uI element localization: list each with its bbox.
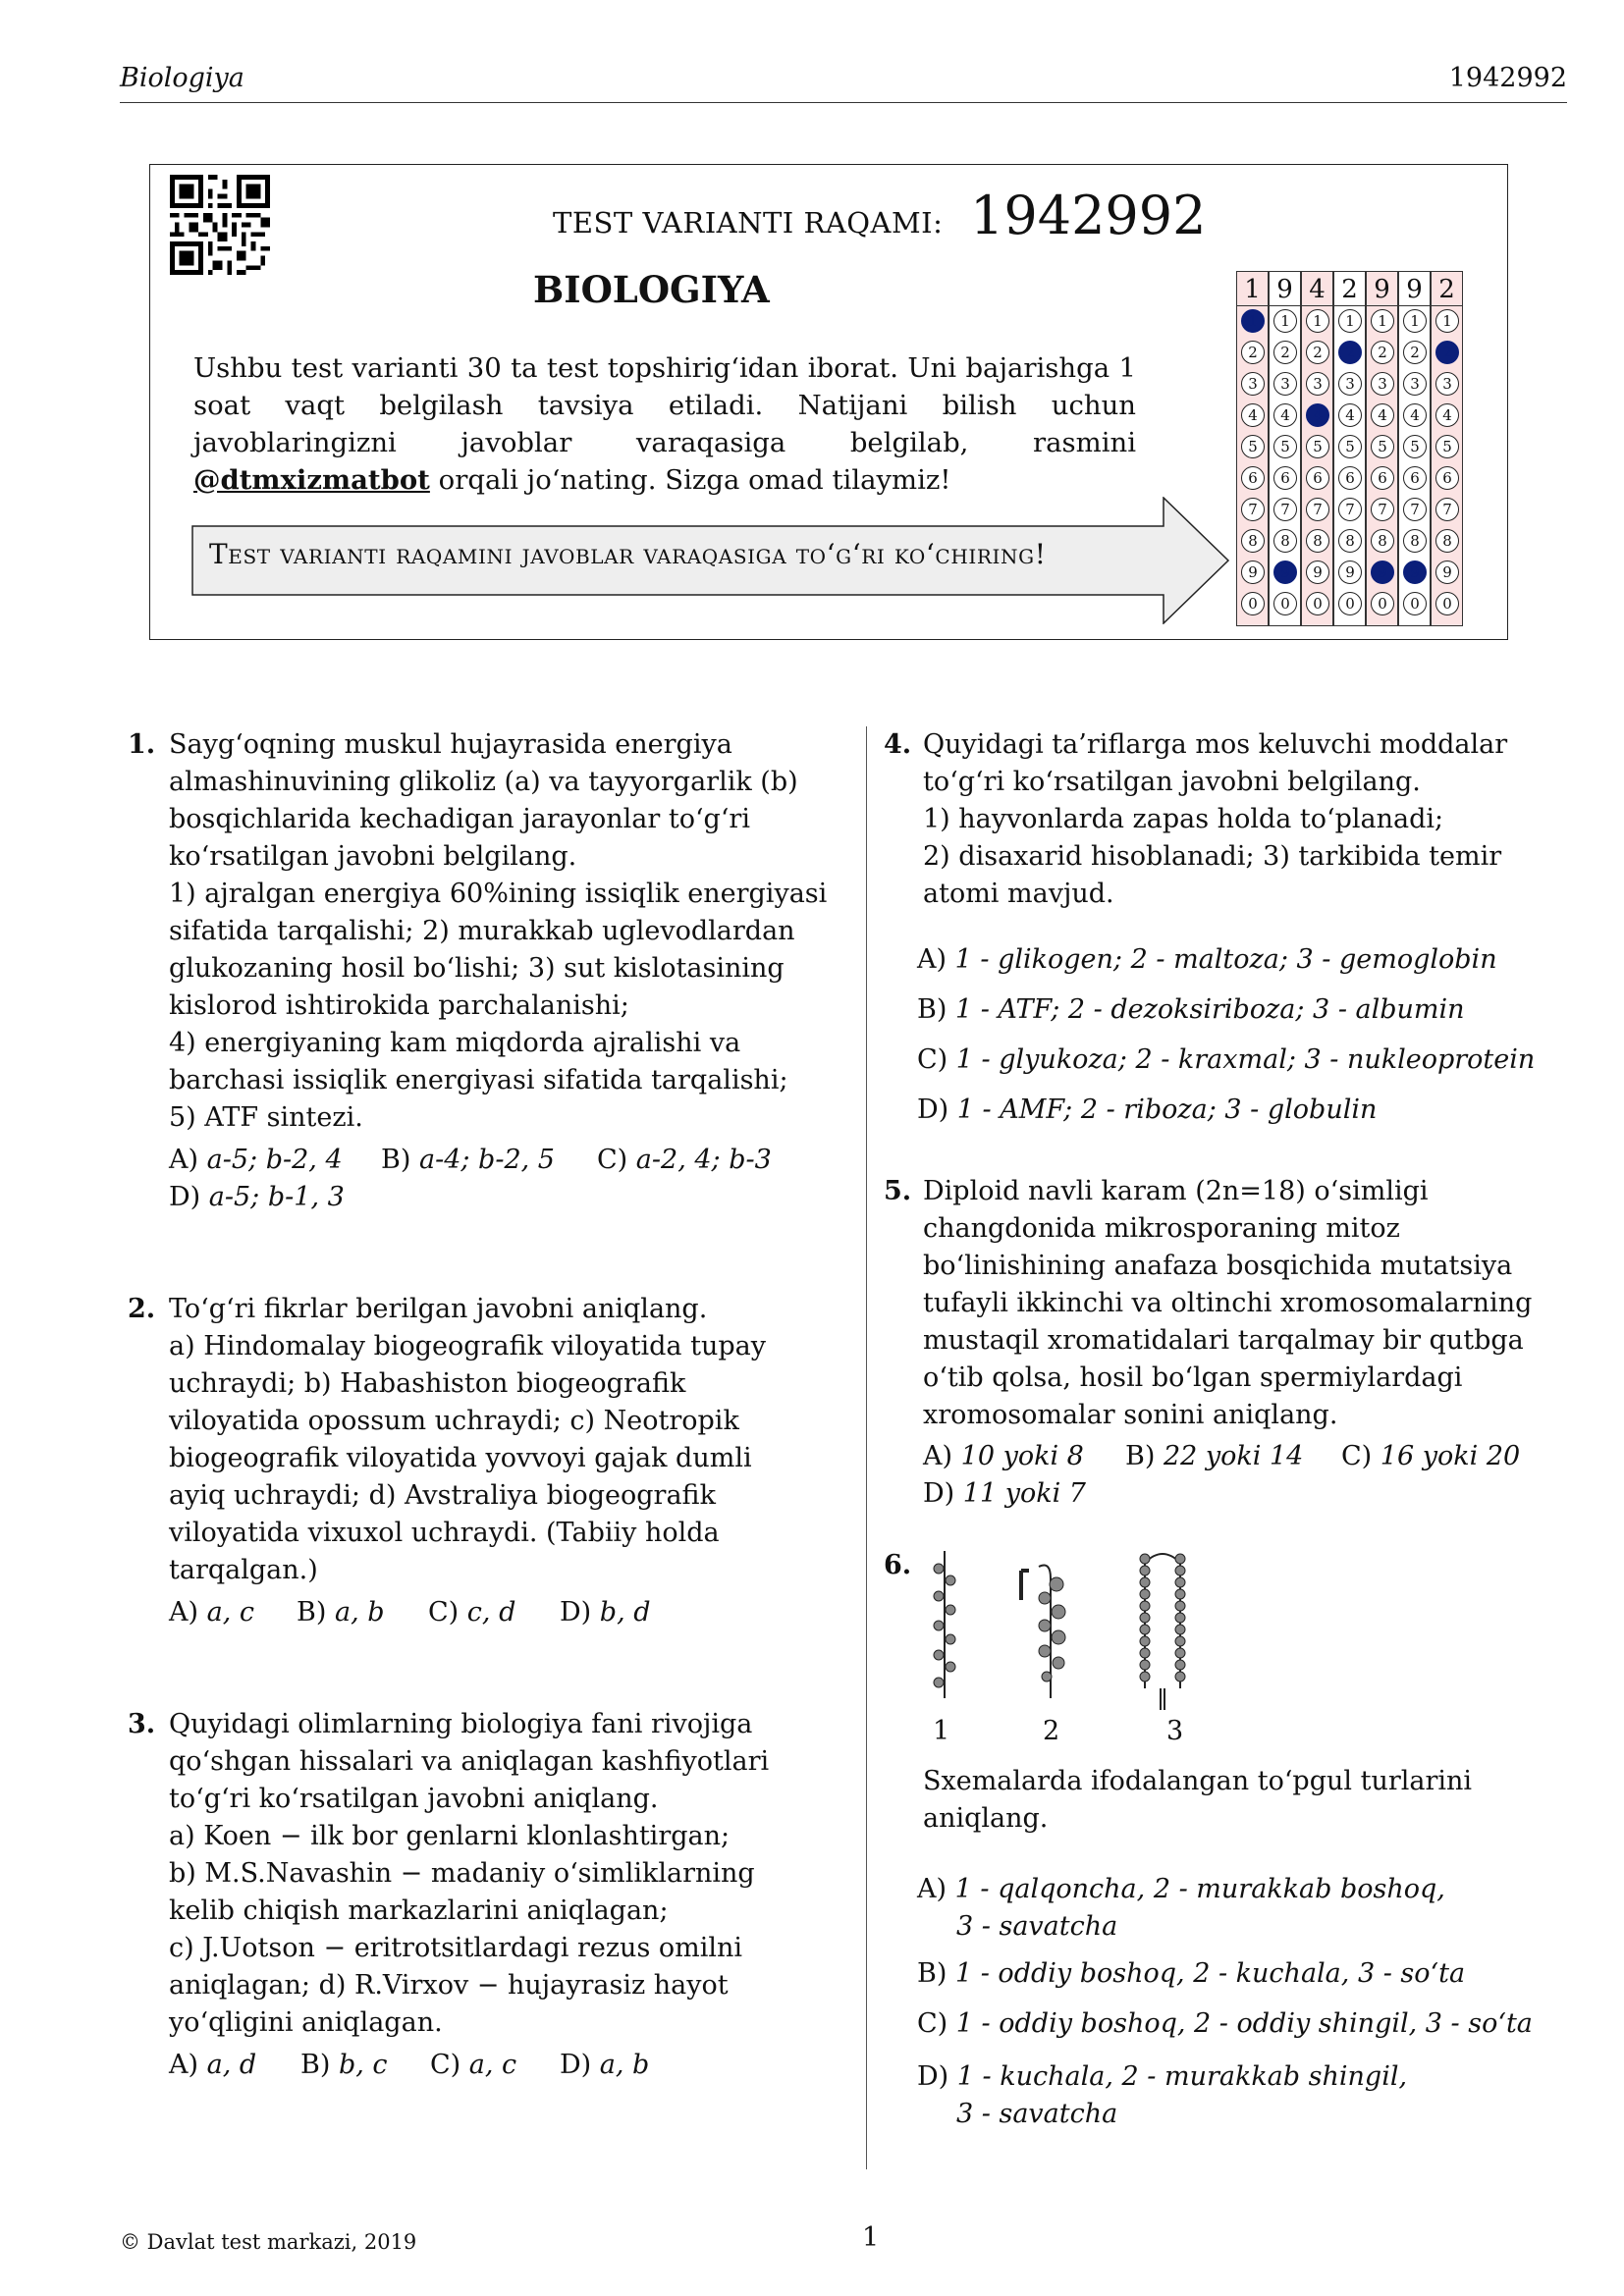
option-letter: B) <box>917 994 947 1025</box>
question-line: 1) ajralgan energiya 60%ining issiqlik energiyasi <box>169 879 828 909</box>
answer-bubble[interactable]: 5 <box>1371 435 1394 458</box>
answer-bubble[interactable]: 3 <box>1338 372 1362 396</box>
option-text: a, b <box>334 1597 385 1628</box>
question-number: 6. <box>884 1550 912 1580</box>
option-a[interactable] <box>169 1145 343 1175</box>
running-header-subject: Biologiya <box>120 63 244 93</box>
option-letter: C) <box>597 1145 628 1175</box>
answer-bubble[interactable]: 6 <box>1371 466 1394 490</box>
answer-bubble[interactable]: 4 <box>1273 403 1297 427</box>
option-letter: C) <box>430 2050 461 2080</box>
answer-bubble[interactable]: 7 <box>1306 498 1329 521</box>
answer-bubble[interactable]: 0 <box>1273 592 1297 615</box>
answer-bubble[interactable]: 0 <box>1306 592 1329 615</box>
option-text: a-2, 4; b-3 <box>635 1145 772 1175</box>
question-line: a) Koen − ilk bor genlarni klonlashtirgan; <box>169 1821 731 1851</box>
answer-bubble[interactable]: 4 <box>1403 403 1427 427</box>
question-line: 4) energiyaning kam miqdorda ajralishi va <box>169 1028 741 1058</box>
option-letter: D) <box>560 1597 592 1628</box>
option-text: a-5; b-2, 4 <box>206 1145 343 1175</box>
variant-info-box <box>149 164 1508 640</box>
inflorescence-3-icon <box>1140 1554 1185 1710</box>
grid-digit: 9 <box>1269 271 1301 306</box>
answer-bubble[interactable]: 8 <box>1241 529 1265 553</box>
grid-digit: 9 <box>1366 271 1398 306</box>
inflorescence-1-icon <box>934 1551 955 1698</box>
answer-bubble[interactable]: 7 <box>1371 498 1394 521</box>
option-text: c, d <box>466 1597 516 1628</box>
answer-bubble[interactable]: 5 <box>1273 435 1297 458</box>
answer-bubble[interactable]: 3 <box>1435 372 1459 396</box>
option-c[interactable] <box>917 1044 1535 1075</box>
option-text: a, c <box>468 2050 517 2080</box>
answer-bubble[interactable]: 6 <box>1338 466 1362 490</box>
answer-bubble[interactable]: 6 <box>1273 466 1297 490</box>
answer-bubble[interactable]: 0 <box>1403 592 1427 615</box>
option-letter: D) <box>923 1478 955 1509</box>
answer-bubble[interactable]: 4 <box>1371 403 1394 427</box>
page-number: 1 <box>862 2222 880 2253</box>
grid-column <box>1236 271 1269 626</box>
answer-bubble[interactable]: 9 <box>1273 561 1297 584</box>
question-line: tufayli ikkinchi va oltinchi xromosomalarning <box>923 1288 1533 1318</box>
question-number: 4. <box>884 729 912 760</box>
option-letter: C) <box>428 1597 460 1628</box>
question-line: atomi mavjud. <box>923 879 1114 909</box>
option-text: 1 - glikogen; 2 - maltoza; 3 - gemoglobin <box>954 944 1497 975</box>
qr-code-icon <box>170 175 270 275</box>
grid-digit: 1 <box>1236 271 1269 306</box>
option-letter: D) <box>560 2050 592 2080</box>
answer-bubble[interactable]: 1 <box>1241 309 1265 333</box>
option-b[interactable] <box>1125 1441 1303 1471</box>
answer-bubble[interactable]: 8 <box>1338 529 1362 553</box>
option-letter: C) <box>917 1044 948 1075</box>
answer-bubble[interactable]: 2 <box>1403 341 1427 364</box>
answer-bubble[interactable]: 1 <box>1403 309 1427 333</box>
answer-bubble[interactable]: 8 <box>1403 529 1427 553</box>
variant-number: 1942992 <box>970 185 1207 246</box>
answer-bubble[interactable]: 3 <box>1371 372 1394 396</box>
option-letter: B) <box>917 1958 947 1989</box>
option-a[interactable] <box>923 1441 1084 1471</box>
answer-bubble[interactable]: 8 <box>1273 529 1297 553</box>
answer-bubble[interactable]: 0 <box>1435 592 1459 615</box>
option-text: 1 - ATF; 2 - dezoksiriboza; 3 - albumin <box>954 994 1465 1025</box>
answer-bubble[interactable]: 1 <box>1306 309 1329 333</box>
answer-bubble[interactable]: 2 <box>1371 341 1394 364</box>
answer-bubble[interactable]: 9 <box>1338 561 1362 584</box>
answer-bubble[interactable]: 1 <box>1273 309 1297 333</box>
answer-bubble[interactable]: 0 <box>1371 592 1394 615</box>
question-line: a) Hindomalay biogeografik viloyatida tupay <box>169 1331 766 1362</box>
option-text: a, c <box>206 1597 255 1628</box>
inflorescence-figure <box>903 1541 1237 1737</box>
question-line: Diploid navli karam (2n=18) o‘simligi <box>923 1176 1429 1206</box>
answer-bubble[interactable]: 5 <box>1306 435 1329 458</box>
option-b[interactable] <box>917 994 1465 1025</box>
answer-bubble[interactable]: 1 <box>1371 309 1394 333</box>
answer-bubble[interactable]: 8 <box>1371 529 1394 553</box>
option-text-cont: 3 - savatcha <box>956 1911 1118 1942</box>
answer-bubble[interactable]: 9 <box>1306 561 1329 584</box>
option-c[interactable] <box>917 2008 1533 2039</box>
question-line: bo‘linishining anafaza bosqichida mutatsiya <box>923 1251 1513 1281</box>
answer-bubble[interactable]: 3 <box>1273 372 1297 396</box>
question-line: ko‘rsatilgan javobni belgilang. <box>169 841 577 872</box>
question-line: 1) hayvonlarda zapas holda to‘planadi; <box>923 804 1444 834</box>
figure-label-2: 2 <box>1043 1716 1060 1746</box>
option-c[interactable] <box>430 2050 516 2080</box>
grid-digit: 2 <box>1333 271 1366 306</box>
option-letter: B) <box>381 1145 411 1175</box>
question-6-body <box>923 1763 1472 1838</box>
option-c[interactable] <box>1341 1441 1520 1471</box>
answer-bubble[interactable]: 7 <box>1435 498 1459 521</box>
option-c[interactable] <box>597 1145 772 1175</box>
answer-bubble[interactable]: 7 <box>1241 498 1265 521</box>
answer-bubble[interactable]: 6 <box>1403 466 1427 490</box>
option-text-cont: 3 - savatcha <box>956 2099 1118 2129</box>
answer-bubble[interactable]: 6 <box>1241 466 1265 490</box>
option-text: 1 - oddiy boshoq, 2 - kuchala, 3 - so‘ta <box>954 1958 1466 1989</box>
option-d[interactable] <box>560 2050 649 2080</box>
option-letter: A) <box>169 1597 199 1628</box>
grid-column <box>1301 271 1333 626</box>
answer-bubble[interactable]: 7 <box>1403 498 1427 521</box>
option-letter: D) <box>169 1182 201 1212</box>
question-body <box>169 1706 837 2042</box>
option-a[interactable] <box>169 1597 254 1628</box>
question-line: kislorod ishtirokida parchalanishi; <box>169 990 629 1021</box>
grid-column <box>1269 271 1301 626</box>
option-letter: D) <box>917 1095 949 1125</box>
answer-bubble[interactable]: 3 <box>1241 372 1265 396</box>
option-letter: A) <box>917 1874 947 1904</box>
option-a[interactable] <box>917 1871 1445 1946</box>
running-header-variant: 1942992 <box>1448 63 1567 93</box>
option-b[interactable] <box>300 2050 388 2080</box>
question-line: b) M.S.Navashin − madaniy o‘simliklarning <box>169 1858 755 1889</box>
question-line: To‘g‘ri fikrlar berilgan javobni aniqlang. <box>169 1294 708 1324</box>
question-body <box>169 1291 837 1589</box>
answer-bubble[interactable]: 0 <box>1338 592 1362 615</box>
answer-bubble[interactable]: 5 <box>1435 435 1459 458</box>
option-b[interactable] <box>297 1597 385 1628</box>
option-text: b, d <box>599 1597 651 1628</box>
answer-bubble[interactable]: 5 <box>1403 435 1427 458</box>
answer-bubble[interactable]: 6 <box>1435 466 1459 490</box>
option-text: 1 - kuchala, 2 - murakkab shingil, <box>956 2061 1408 2092</box>
question-line: ayiq uchraydi; d) Avstraliya biogeografik <box>169 1480 716 1511</box>
option-letter: B) <box>1125 1441 1156 1471</box>
answer-bubble[interactable]: 4 <box>1241 403 1265 427</box>
answer-bubble[interactable]: 7 <box>1273 498 1297 521</box>
question-number: 5. <box>884 1176 912 1206</box>
answer-bubble[interactable]: 2 <box>1241 341 1265 364</box>
answer-bubble[interactable]: 4 <box>1306 403 1329 427</box>
instruction-text: Test varianti raqamini javoblar varaqasiga to‘g‘ri ko‘chiring! <box>209 538 1047 570</box>
question-number: 1. <box>128 729 156 760</box>
question-line: o‘tib qolsa, hosil bo‘lgan spermiylardagi <box>923 1362 1463 1393</box>
question-line: Quyidagi olimlarning biologiya fani rivojiga <box>169 1709 753 1739</box>
question-line: Sayg‘oqning muskul hujayrasida energiya <box>169 729 732 760</box>
column-divider <box>866 726 867 2169</box>
question-line: almashinuvining glikoliz (a) va tayyorgarlik (b) <box>169 767 798 797</box>
answer-bubble[interactable]: 2 <box>1306 341 1329 364</box>
option-text: a, b <box>599 2050 650 2080</box>
answer-bubble[interactable]: 1 <box>1435 309 1459 333</box>
option-letter: A) <box>923 1441 953 1471</box>
question-line: biogeografik viloyatida yovvoyi gajak dumli <box>169 1443 752 1473</box>
question-number: 2. <box>128 1294 156 1324</box>
question-line: to‘g‘ri ko‘rsatilgan javobni aniqlang. <box>169 1784 659 1814</box>
answer-bubble[interactable]: 2 <box>1338 341 1362 364</box>
question-line: aniqlang. <box>923 1803 1049 1834</box>
answer-bubble[interactable]: 9 <box>1403 561 1427 584</box>
grid-column <box>1333 271 1366 626</box>
answer-bubble[interactable]: 3 <box>1403 372 1427 396</box>
option-d[interactable] <box>917 1095 1377 1125</box>
answer-bubble[interactable]: 9 <box>1241 561 1265 584</box>
answer-bubble[interactable]: 2 <box>1435 341 1459 364</box>
option-d[interactable] <box>560 1597 651 1628</box>
option-text: a-5; b-1, 3 <box>208 1182 345 1212</box>
answer-bubble[interactable]: 0 <box>1241 592 1265 615</box>
answer-bubble[interactable]: 7 <box>1338 498 1362 521</box>
question-number: 3. <box>128 1709 156 1739</box>
option-b[interactable] <box>381 1145 555 1175</box>
grid-digit: 4 <box>1301 271 1333 306</box>
option-d[interactable] <box>169 1182 345 1212</box>
figure-label-3: 3 <box>1166 1716 1184 1746</box>
telegram-bot-link[interactable]: @dtmxizmatbot <box>193 464 430 496</box>
grid-column <box>1398 271 1431 626</box>
question-line: kelib chiqish markazlarini aniqlagan; <box>169 1896 669 1926</box>
question-line: Sxemalarda ifodalangan to‘pgul turlarini <box>923 1766 1473 1796</box>
question-line: bosqichlarida kechadigan jarayonlar to‘g‘ri <box>169 804 750 834</box>
question-line: 2) disaxarid hisoblanadi; 3) tarkibida temir <box>923 841 1502 872</box>
question-line: tarqalgan.) <box>169 1555 318 1585</box>
option-a[interactable] <box>169 2050 256 2080</box>
option-letter: A) <box>169 1145 199 1175</box>
header-rule <box>120 102 1567 103</box>
grid-column <box>1366 271 1398 626</box>
question-line: mustaqil xromatidalari tarqalmay bir qutbga <box>923 1325 1524 1356</box>
option-text: 1 - qalqoncha, 2 - murakkab boshoq, <box>954 1874 1445 1904</box>
answer-bubble[interactable]: 5 <box>1241 435 1265 458</box>
option-c[interactable] <box>428 1597 515 1628</box>
grid-column <box>1431 271 1463 626</box>
inflorescence-2-icon <box>1021 1566 1065 1699</box>
answer-bubble[interactable]: 8 <box>1435 529 1459 553</box>
option-letter: B) <box>297 1597 327 1628</box>
intro-text-1: Ushbu test varianti 30 ta test topshirig‘idan iborat. Uni bajarishga 1 soat vaqt belgilash tavsiya etiladi. Natijani bilish uchun javoblaringizni javoblar varaqasiga belgilab, rasmini <box>193 352 1136 458</box>
option-b[interactable] <box>917 1958 1465 1989</box>
question-line: viloyatida vixuxol uchraydi. (Tabiiy holda <box>169 1518 720 1548</box>
answer-bubble[interactable]: 5 <box>1338 435 1362 458</box>
answer-bubble[interactable]: 1 <box>1338 309 1362 333</box>
question-line: aniqlagan; d) R.Virxov − hujayrasiz hayot <box>169 1970 729 2001</box>
option-letter: C) <box>1341 1441 1373 1471</box>
option-text: 16 yoki 20 <box>1380 1441 1521 1471</box>
option-letter: D) <box>917 2061 949 2092</box>
question-line: viloyatida opossum uchraydi; c) Neotropik <box>169 1406 739 1436</box>
question-line: uchraydi; b) Habashiston biogeografik <box>169 1368 686 1399</box>
question-body <box>923 726 1571 913</box>
answer-bubble[interactable]: 9 <box>1371 561 1394 584</box>
option-letter: C) <box>917 2008 948 2039</box>
answer-bubble[interactable]: 4 <box>1435 403 1459 427</box>
question-line: barchasi issiqlik energiyasi sifatida tarqalishi; <box>169 1065 788 1095</box>
figure-label-1: 1 <box>933 1716 950 1746</box>
option-text: 1 - AMF; 2 - riboza; 3 - globulin <box>956 1095 1378 1125</box>
question-line: to‘g‘ri ko‘rsatilgan javobni belgilang. <box>923 767 1421 797</box>
answer-bubble[interactable]: 9 <box>1435 561 1459 584</box>
option-d[interactable] <box>923 1478 1086 1509</box>
option-text: 22 yoki 14 <box>1163 1441 1304 1471</box>
grid-digit: 2 <box>1431 271 1463 306</box>
option-text: 1 - oddiy boshoq, 2 - oddiy shingil, 3 - so‘ta <box>955 2008 1533 2039</box>
intro-text-2: orqali jo‘nating. Sizga omad tilaymiz! <box>429 464 951 496</box>
question-body <box>169 726 837 1137</box>
intro-text <box>193 349 1136 499</box>
subject-title: BIOLOGIYA <box>533 268 770 311</box>
question-line: Quyidagi ta’riflarga mos keluvchi moddalar <box>923 729 1508 760</box>
question-body <box>923 1173 1571 1434</box>
option-d[interactable] <box>917 2058 1407 2133</box>
grid-digit: 9 <box>1398 271 1431 306</box>
question-line: 5) ATF sintezi. <box>169 1102 363 1133</box>
option-text: a-4; b-2, 5 <box>418 1145 555 1175</box>
answer-bubble[interactable]: 3 <box>1306 372 1329 396</box>
answer-bubble[interactable]: 2 <box>1273 341 1297 364</box>
answer-bubble[interactable]: 6 <box>1306 466 1329 490</box>
question-line: changdonida mikrosporaning mitoz <box>923 1213 1400 1244</box>
option-text: b, c <box>338 2050 388 2080</box>
option-letter: B) <box>300 2050 331 2080</box>
question-line: sifatida tarqalishi; 2) murakkab uglevodlardan <box>169 916 795 946</box>
option-letter: A) <box>917 944 947 975</box>
variant-label: TEST VARIANTI RAQAMI: <box>553 206 944 240</box>
option-text: 11 yoki 7 <box>962 1478 1086 1509</box>
option-text: a, d <box>206 2050 257 2080</box>
question-line: qo‘shgan hissalari va aniqlagan kashfiyotlari <box>169 1746 770 1777</box>
question-line: yo‘qligini aniqlagan. <box>169 2007 443 2038</box>
option-a[interactable] <box>917 944 1497 975</box>
option-text: 10 yoki 8 <box>960 1441 1084 1471</box>
answer-bubble[interactable]: 4 <box>1338 403 1362 427</box>
question-line: xromosomalar sonini aniqlang. <box>923 1400 1338 1430</box>
option-letter: A) <box>169 2050 199 2080</box>
option-text: 1 - glyukoza; 2 - kraxmal; 3 - nukleoprotein <box>955 1044 1536 1075</box>
question-line: glukozaning hosil bo‘lishi; 3) sut kislotasining <box>169 953 785 984</box>
answer-bubble[interactable]: 8 <box>1306 529 1329 553</box>
copyright: © Davlat test markazi, 2019 <box>120 2230 417 2254</box>
question-line: c) J.Uotson − eritrotsitlardagi rezus omilni <box>169 1933 743 1963</box>
